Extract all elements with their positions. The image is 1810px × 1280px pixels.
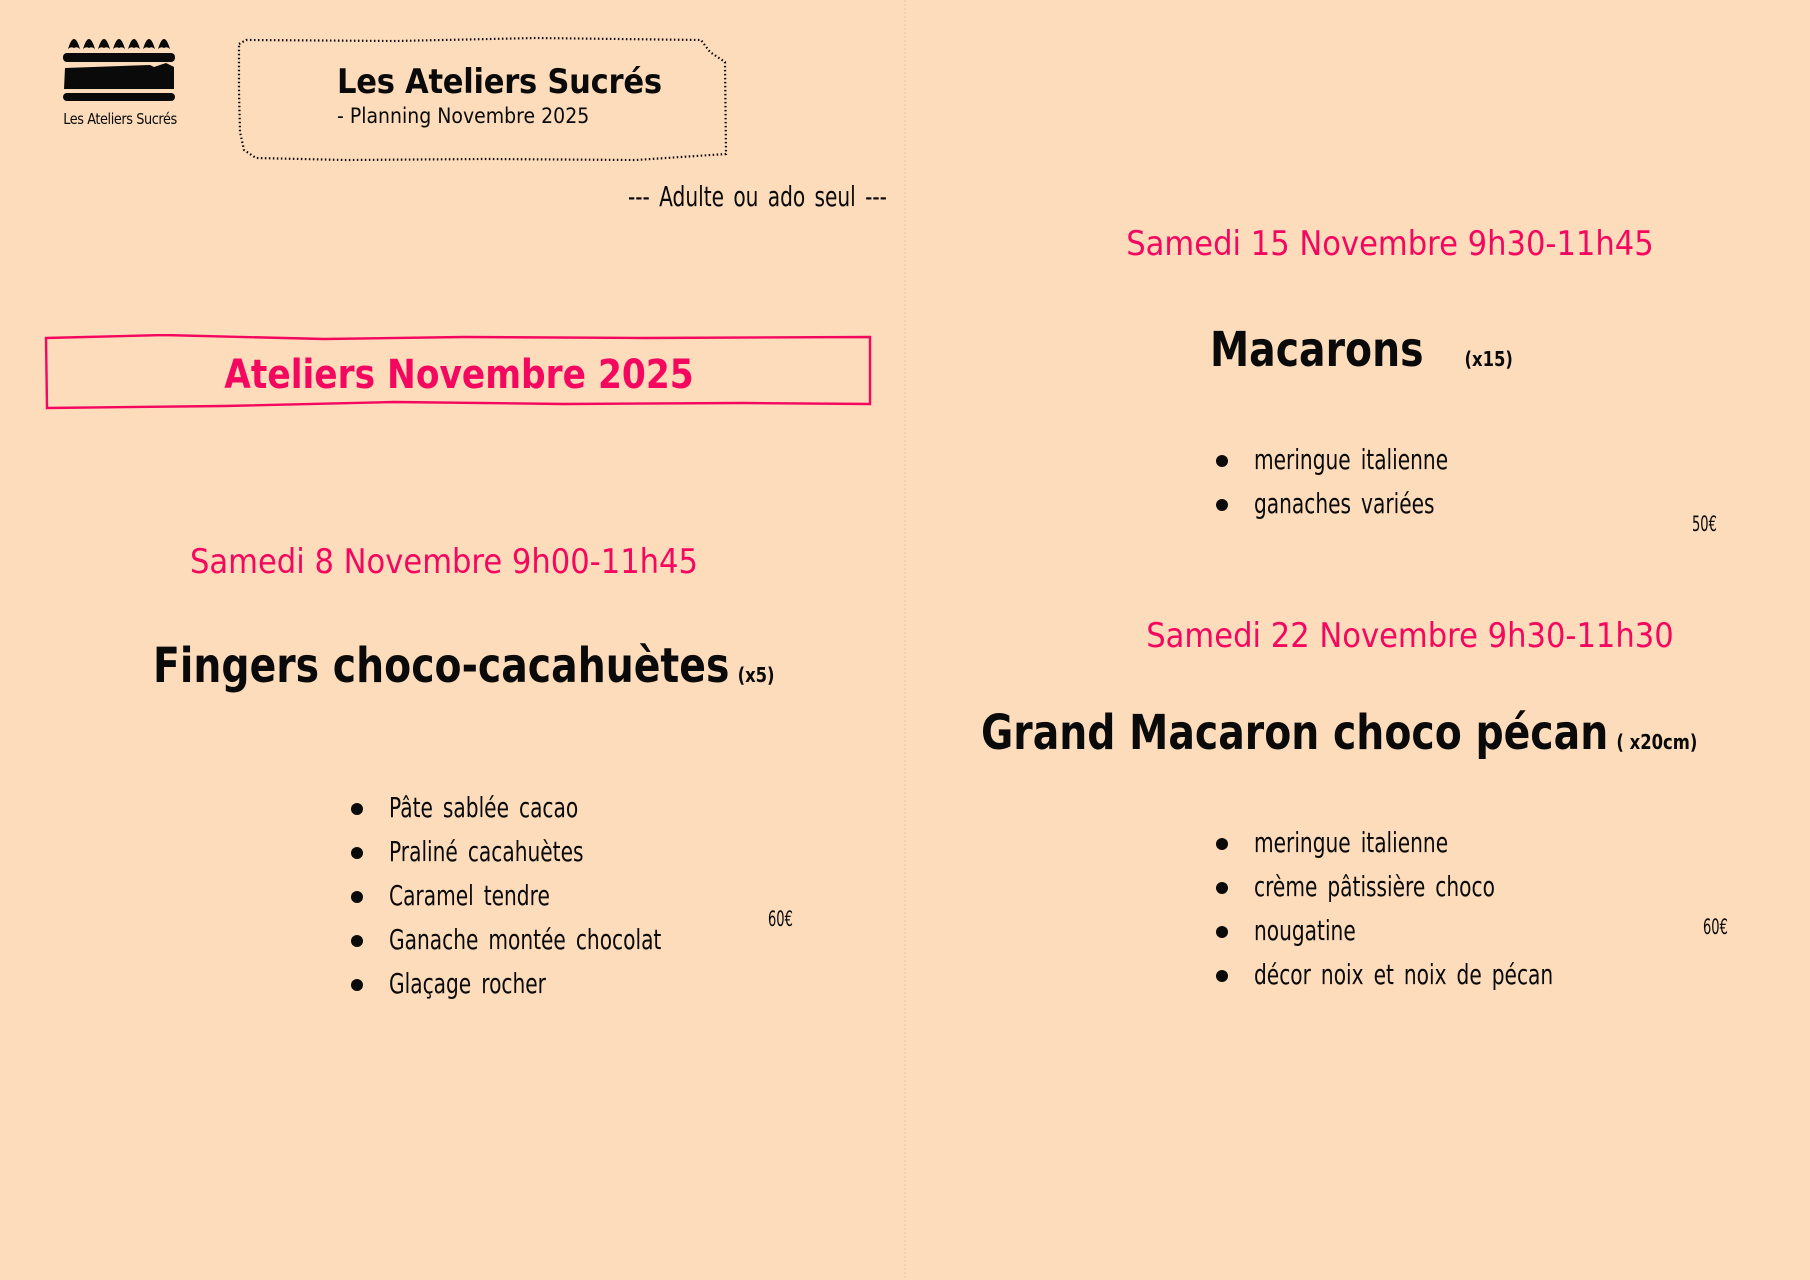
workshop-quantity: (x5) (737, 663, 775, 687)
workshop-title-text: Grand Macaron choco pécan (981, 705, 1609, 761)
workshop-quantity: (x15) (1464, 347, 1513, 371)
workshop-price: 60€ (1703, 915, 1728, 939)
page-divider (904, 0, 906, 1280)
workshop-title (153, 638, 775, 694)
header-title: Les Ateliers Sucrés (337, 62, 662, 102)
audience-note: --- Adulte ou ado seul --- (628, 180, 887, 213)
bullet-icon (1216, 838, 1228, 850)
bullet-icon (1216, 499, 1228, 511)
bullet-icon (351, 803, 363, 815)
bullet-icon (351, 935, 363, 947)
workshop-title (1210, 322, 1513, 378)
workshop-date: Samedi 8 Novembre 9h00-11h45 (189, 542, 698, 582)
workshop-title-text: Macarons (1210, 322, 1424, 378)
workshop-title (981, 705, 1697, 761)
bullet-icon (351, 891, 363, 903)
workshop-date: Samedi 15 Novembre 9h30-11h45 (1126, 224, 1654, 264)
bullet-icon (1216, 970, 1228, 982)
bullet-icon (1216, 882, 1228, 894)
workshop-price: 50€ (1692, 512, 1717, 536)
workshop-price: 60€ (768, 907, 793, 931)
header-subtitle: - Planning Novembre 2025 (337, 104, 590, 128)
logo-label: Les Ateliers Sucrés (63, 110, 177, 128)
bullet-icon (1216, 455, 1228, 467)
bullet-icon (351, 979, 363, 991)
workshop-quantity: ( x20cm) (1616, 730, 1698, 754)
banner-title: Ateliers Novembre 2025 (224, 352, 694, 398)
layered-cake-icon (62, 37, 176, 101)
bullet-icon (351, 847, 363, 859)
workshop-title-text: Fingers choco-cacahuètes (153, 638, 730, 694)
bullet-icon (1216, 926, 1228, 938)
workshop-date: Samedi 22 Novembre 9h30-11h30 (1146, 616, 1674, 656)
